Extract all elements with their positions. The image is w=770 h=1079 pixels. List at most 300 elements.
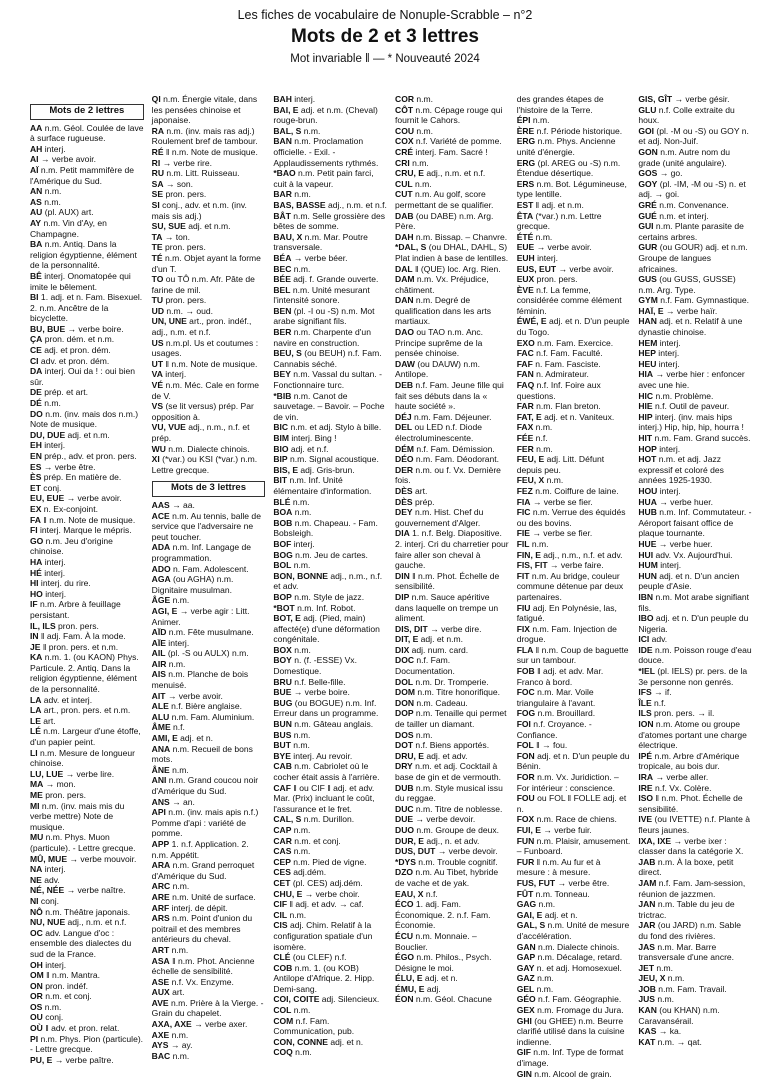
dictionary-entry: BUT n.m. bbox=[273, 740, 310, 751]
headword: *IEL bbox=[638, 666, 655, 677]
dictionary-entry: ÈVE n.f. La femme, considérée comme élément féminin. bbox=[516, 284, 622, 316]
headword: GAY bbox=[516, 962, 535, 973]
headword: IDE bbox=[638, 644, 653, 655]
headword: BIC bbox=[273, 422, 289, 433]
headword: CRÉ bbox=[395, 146, 414, 157]
headword: DIS, DIT bbox=[395, 623, 428, 634]
headword: HOP bbox=[638, 443, 657, 454]
headword: BER bbox=[273, 327, 292, 338]
headword: DEY bbox=[395, 507, 413, 518]
headword: *BIB bbox=[273, 390, 292, 401]
headword: UT bbox=[151, 358, 164, 369]
dictionary-entry: BOX n.m. bbox=[273, 644, 311, 655]
dictionary-entry: AIL (pl. -S ou AULX) n.m. bbox=[151, 648, 249, 659]
headword: DAM bbox=[395, 274, 415, 285]
dictionary-entry: HIT n.m. Fam. Grand succès. bbox=[638, 433, 751, 443]
dictionary-entry: ÉCU n.m. Monnaie. – Bouclier. bbox=[395, 930, 477, 952]
dictionary-entry: JAR (ou JARD) n.m. Sable du fond des rivières. bbox=[638, 920, 741, 941]
headword: FUS, FUT bbox=[516, 877, 556, 888]
headword: CIS bbox=[273, 920, 288, 931]
dictionary-entry: CIL n.m. bbox=[273, 909, 307, 920]
headword: HEP bbox=[638, 348, 656, 359]
headword: CON, CONNE bbox=[273, 1036, 328, 1047]
headword: FAR bbox=[516, 401, 534, 412]
dictionary-entry: DU, DUE adj. et n.m. bbox=[30, 429, 110, 440]
dictionary-entry: GON n.m. Autre nom du grade (unité angulaire). bbox=[638, 146, 731, 168]
dictionary-entry: LU, LUE → verbe lire. bbox=[30, 768, 115, 779]
headword: COU bbox=[395, 125, 415, 136]
headword: DIP bbox=[395, 591, 410, 602]
dictionary-entry: GAG n.m. bbox=[516, 899, 556, 910]
headword: DOT bbox=[395, 740, 414, 751]
headword: BOX bbox=[273, 644, 292, 655]
headword: ÉMU, E bbox=[395, 983, 425, 994]
column-3 bbox=[273, 94, 387, 1058]
dictionary-entry: ADA n.m. Inf. Langage de programmation. bbox=[151, 542, 251, 563]
dictionary-entry: OM ‖ n.m. Mantra. bbox=[30, 970, 101, 981]
dictionary-entry: DEY n.m. Hist. Chef du gouvernement d'Alger. bbox=[395, 507, 484, 528]
headword: ME bbox=[30, 790, 43, 800]
dictionary-entry: JET n.m. bbox=[638, 962, 674, 973]
headword: BEU, S bbox=[273, 348, 302, 359]
dictionary-entry: BIP n.m. Signal acoustique. bbox=[273, 454, 379, 465]
headword: JAN bbox=[638, 899, 656, 910]
dictionary-entry: DOM n.m. Titre honorifique. bbox=[395, 687, 501, 698]
headword: CÔT bbox=[395, 104, 414, 115]
dictionary-entry: FOG n.m. Brouillard. bbox=[516, 708, 596, 719]
headword: AIT bbox=[151, 690, 166, 701]
dictionary-entry: FEU, E adj. Litt. Défunt depuis peu. bbox=[516, 454, 605, 475]
dictionary-entry: VA interj. bbox=[151, 369, 187, 380]
headword: RÉ bbox=[151, 146, 164, 157]
headword: OU bbox=[30, 1012, 43, 1023]
dictionary-entry: IBN n.m. Mot arabe signifiant fils. bbox=[638, 591, 750, 613]
dictionary-entry: BI 1. adj. et n. Fam. Bisexuel. 2. n.m. Ancêtre de la bicyclette. bbox=[30, 292, 143, 324]
dictionary-entry: *IEL (pl. IELS) pr. pers. de la 3e personne non genrés. bbox=[638, 666, 748, 687]
dictionary-entry: GHI (ou GHEE) n.m. Beurre clarifié utilisé dans la cuisine indienne. bbox=[516, 1015, 625, 1047]
dictionary-entry: BAN n.m. Proclamation officielle. - Exil. - Applaudissements rythmés. bbox=[273, 136, 379, 168]
headword: BIM bbox=[273, 433, 290, 443]
dictionary-entry: HEP interj. bbox=[638, 348, 680, 359]
dictionary-entry: AIS n.m. Planche de bois menuisé. bbox=[151, 669, 249, 691]
headword: DAL bbox=[395, 263, 413, 274]
headword: FOR bbox=[516, 772, 535, 782]
headword: CHU, E bbox=[273, 888, 303, 899]
dictionary-entry: CUL n.m. bbox=[395, 178, 432, 189]
headword: APP bbox=[151, 838, 170, 849]
headword: FIC bbox=[516, 507, 531, 518]
dictionary-entry: FIE → verbe se fier. bbox=[516, 528, 593, 539]
dictionary-entry: ERS n.m. Bot. Légumineuse, type lentille. bbox=[516, 178, 627, 200]
headword: RI bbox=[151, 157, 161, 168]
dictionary-entry: GUR (ou GOUR) adj. et n.m. Groupe de langues africaines. bbox=[638, 242, 748, 274]
headword: AUX bbox=[151, 987, 170, 998]
headword: COM bbox=[273, 1015, 294, 1026]
dictionary-entry: AA n.m. Géol. Coulée de lave à surface rugueuse. bbox=[30, 122, 144, 144]
headword: FAQ bbox=[516, 380, 535, 391]
headword: BÉA bbox=[273, 252, 292, 263]
dictionary-entry: AU (pl. AUX) art. bbox=[30, 207, 94, 218]
headword: BU, BUE bbox=[30, 323, 66, 334]
dictionary-entry: BAR n.m. bbox=[273, 189, 311, 200]
dictionary-entry: EUS, EUT → verbe avoir. bbox=[516, 263, 614, 274]
dictionary-entry: ISO ‖ n.m. Phot. Échelle de sensibilité. bbox=[638, 793, 743, 814]
dictionary-entry: FAQ n.f. Inf. Foire aux questions. bbox=[516, 380, 601, 401]
headword: LU, LUE bbox=[30, 768, 64, 779]
dictionary-entry: AIR n.m. bbox=[151, 658, 186, 669]
dictionary-entry: BLÉ n.m. bbox=[273, 496, 310, 507]
headword: BOA bbox=[273, 507, 293, 518]
entry-columns bbox=[30, 94, 752, 1079]
headword: HÉ bbox=[30, 567, 42, 578]
headword: AMI, E bbox=[151, 733, 178, 744]
dictionary-entry: CET (pl. CES) adj.dém. bbox=[273, 877, 363, 888]
headword: OR bbox=[30, 991, 43, 1002]
dictionary-entry: AXA, AXE → verbe axer. bbox=[151, 1019, 248, 1030]
dictionary-entry: QI n.m. Énergie vitale, dans les pensées chinoise et japonaise. bbox=[151, 94, 258, 126]
dictionary-entry: HUN adj. et n. D'un ancien peuple d'Asie. bbox=[638, 570, 740, 592]
headword: HEM bbox=[638, 337, 658, 348]
dictionary-entry: APP 1. n.f. Application. 2. n.m. Appétit. bbox=[151, 838, 249, 860]
dictionary-entry: DAN n.m. Degré de qualification dans les arts martiaux. bbox=[395, 295, 491, 327]
dictionary-entry: BIS, E adj. Gris-brun. bbox=[273, 464, 355, 475]
headword: HEU bbox=[638, 358, 657, 369]
headword: GIF bbox=[516, 1047, 531, 1058]
dictionary-entry: ILS pron. pers. → il. bbox=[638, 708, 715, 719]
headword: BUN bbox=[273, 719, 292, 730]
dictionary-entry: IXA, IXE → verbe ixer : classer dans la catégorie X. bbox=[638, 835, 744, 857]
dictionary-entry: ARA n.m. Grand perroquet d'Amérique du Sud. bbox=[151, 860, 255, 881]
dictionary-entry: FIS, FIT → verbe faire. bbox=[516, 560, 604, 571]
headword: ERS bbox=[516, 178, 535, 189]
headword: DRY bbox=[395, 761, 413, 772]
headword: BOT, E bbox=[273, 613, 301, 624]
dictionary-entry: DIT, E adj. et n.m. bbox=[395, 634, 463, 645]
dictionary-entry: TA → ton. bbox=[151, 231, 190, 242]
headword: DOC bbox=[395, 655, 415, 666]
dictionary-entry: OU conj. bbox=[30, 1012, 64, 1023]
dictionary-entry: GIF n.m. Inf. Type de format d'image. bbox=[516, 1047, 624, 1069]
dictionary-entry: ALU n.m. Fam. Aluminium. bbox=[151, 711, 255, 722]
headword: JE bbox=[30, 641, 41, 652]
dictionary-entry: NÔ n.m. Théâtre japonais. bbox=[30, 906, 131, 917]
headword: DIN bbox=[395, 570, 410, 581]
dictionary-entry: FAT, E adj. et n. Vaniteux. bbox=[516, 411, 615, 422]
headword: HUM bbox=[638, 560, 658, 571]
headword: FOG bbox=[516, 708, 536, 719]
headword: LA bbox=[30, 705, 42, 716]
headword: AAS bbox=[151, 499, 170, 510]
headword: JAS bbox=[638, 941, 655, 952]
headword: AN bbox=[30, 186, 43, 197]
headword: RA bbox=[151, 125, 165, 136]
headword: BON, BONNE bbox=[273, 570, 328, 581]
headword: RU bbox=[151, 168, 165, 179]
headword: BAH bbox=[273, 94, 292, 104]
dictionary-entry: FUS, FUT → verbe être. bbox=[516, 877, 610, 888]
dictionary-entry: DIN ‖ n.m. Phot. Échelle de sensibilité. bbox=[395, 570, 500, 592]
dictionary-entry: *BOT n.m. Inf. Robot. bbox=[273, 602, 356, 613]
dictionary-entry: IPÉ n.m. Arbre d'Amérique tropicale, au bois dur. bbox=[638, 750, 740, 772]
headword: DOS bbox=[395, 729, 414, 740]
headword: BÊ bbox=[30, 270, 42, 281]
headword: ASA bbox=[151, 955, 170, 966]
dictionary-entry: GOI (pl. -M ou -S) ou GOY n. et adj. Non-Juif. bbox=[638, 125, 749, 147]
dictionary-entry: JEU, X n.m. bbox=[638, 973, 685, 984]
dictionary-entry: CAF ‖ ou CIF ‖ adj. et adv. Mar. (Prix) incluant le coût, l'assurance et le fret. bbox=[273, 782, 375, 814]
dictionary-entry: RÉ ‖ n.m. Note de musique. bbox=[151, 146, 258, 157]
dictionary-entry: NÉ, NÉE → verbe naître. bbox=[30, 885, 126, 896]
headword: ARA bbox=[151, 860, 171, 871]
dictionary-entry: COR n.m. bbox=[395, 94, 434, 104]
headword: DÉ bbox=[30, 398, 42, 409]
headword: ACE bbox=[151, 510, 170, 521]
dictionary-entry: FOI n.f. Croyance. - Confiance. bbox=[516, 719, 592, 740]
headword: MI bbox=[30, 800, 40, 811]
dictionary-entry: AUX art. bbox=[151, 987, 185, 998]
dictionary-entry: HUI adv. Vx. Aujourd'hui. bbox=[638, 549, 733, 560]
headword: TÉ bbox=[151, 252, 163, 263]
column-6 bbox=[638, 94, 752, 1047]
headword: IPÉ bbox=[638, 750, 653, 761]
headword: BAR bbox=[273, 189, 292, 200]
headword: FIN, E bbox=[516, 549, 541, 560]
headword: CEP bbox=[273, 856, 291, 867]
dictionary-entry: AAS → aa. bbox=[151, 499, 195, 510]
headword: LE bbox=[30, 715, 41, 726]
dictionary-entry: GUÉ n.m. et interj. bbox=[638, 210, 709, 221]
headword: ÉCO bbox=[395, 899, 414, 910]
dictionary-entry: DUC n.m. Titre de noblesse. bbox=[395, 803, 503, 814]
headword: EUE bbox=[516, 242, 535, 253]
headword: ADO bbox=[151, 563, 171, 574]
headword: FAN bbox=[516, 369, 534, 380]
headword: BUG bbox=[273, 697, 293, 708]
dictionary-entry: MI n.m. (inv. mais mis du verbe mettre) Note de musique. bbox=[30, 800, 125, 832]
headword: NE bbox=[30, 874, 42, 885]
dictionary-entry: COU n.m. bbox=[395, 125, 434, 136]
dictionary-entry: FEU, X n.m. bbox=[516, 475, 564, 486]
headword: FIU bbox=[516, 602, 531, 613]
dictionary-entry: *BIB n.m. Canot de sauvetage. – Bavoir. – Poche de vin. bbox=[273, 390, 385, 422]
headword: TA bbox=[151, 231, 163, 242]
headword: NA bbox=[30, 864, 43, 875]
dictionary-entry: TE pron. pers. bbox=[151, 242, 206, 253]
dictionary-entry: CAS n.m. bbox=[273, 846, 311, 857]
dictionary-entry: GUI n.m. Plante parasite de certains arbres. bbox=[638, 221, 744, 242]
headword: ART bbox=[151, 944, 170, 955]
dictionary-entry: TÉ n.m. Objet ayant la forme d'un T. bbox=[151, 252, 261, 274]
headword: GUI bbox=[638, 221, 654, 232]
dictionary-entry: OS n.m. bbox=[30, 1001, 62, 1012]
dictionary-entry: HIA → verbe hier : enfoncer avec une hie. bbox=[638, 369, 745, 391]
dictionary-entry: DÈS art. bbox=[395, 485, 428, 496]
headword: GRÉ bbox=[638, 199, 657, 210]
headword: VS bbox=[151, 401, 164, 412]
headword: DÉJ bbox=[395, 411, 412, 422]
headword: FLA bbox=[516, 644, 534, 655]
headword: GEX bbox=[516, 1005, 535, 1016]
dictionary-entry: ARC n.m. bbox=[151, 881, 190, 892]
headword: BUS bbox=[273, 729, 292, 740]
headword: BA bbox=[30, 239, 43, 250]
headword: DAN bbox=[395, 295, 414, 306]
headword: HIA bbox=[638, 369, 654, 380]
dictionary-entry: VU, VUE adj., n.m., n.f. et prép. bbox=[151, 422, 250, 443]
dictionary-entry: des grandes étapes de l'histoire de la Terre. bbox=[516, 94, 604, 115]
dictionary-entry: BEU, S (ou BEUH) n.f. Fam. Cannabis séché. bbox=[273, 348, 382, 369]
column-5 bbox=[516, 94, 631, 1079]
headword: EUS, EUT bbox=[516, 263, 557, 274]
dictionary-entry: DA interj. Oui da ! : oui bien sûr. bbox=[30, 366, 136, 387]
dictionary-entry: MÛ, MUE → verbe mouvoir. bbox=[30, 853, 137, 864]
dictionary-entry: DUE → verbe devoir. bbox=[395, 814, 476, 825]
dictionary-entry: HAÏ, E → verbe haïr. bbox=[638, 305, 718, 316]
headword: *BOT bbox=[273, 602, 295, 613]
headword: FEU, E bbox=[516, 454, 545, 465]
headword: QI bbox=[151, 94, 161, 104]
headword: BAN bbox=[273, 136, 292, 147]
headword: AXA, AXE bbox=[151, 1019, 192, 1030]
dictionary-entry: DON n.m. Cadeau. bbox=[395, 697, 468, 708]
headword: ALU bbox=[151, 711, 170, 722]
dictionary-entry: VÉ n.m. Méc. Cale en forme de V. bbox=[151, 380, 260, 401]
dictionary-entry: HOU interj. bbox=[638, 485, 681, 496]
dictionary-entry: CES adj.dém. bbox=[273, 867, 327, 878]
headword: IBO bbox=[638, 613, 654, 624]
dictionary-entry: DAW (ou DAUW) n.m. Antilope. bbox=[395, 358, 481, 380]
headword: VU, VUE bbox=[151, 422, 186, 433]
headword: ASE bbox=[151, 976, 170, 987]
headword: FOI bbox=[516, 719, 531, 730]
headword: API bbox=[151, 807, 166, 818]
dictionary-entry: PI n.m. Phys. Pion (particule). - Lettre grecque. bbox=[30, 1033, 144, 1055]
headword: CAR bbox=[273, 835, 292, 846]
dictionary-entry: FIA → verbe se fier. bbox=[516, 496, 593, 507]
headword: ÈVE bbox=[516, 284, 534, 295]
dictionary-entry: OC adv. Langue d'oc : ensemble des dialectes du sud de la France. bbox=[30, 927, 132, 959]
headword: IL, ILS bbox=[30, 620, 56, 631]
dictionary-entry: API n.m. (inv. mais apis n.f.) Pomme d'api : variété de pomme. bbox=[151, 807, 259, 839]
headword: ÂGE bbox=[151, 595, 171, 606]
dictionary-entry: CRU, E adj., n.m. et n.f. bbox=[395, 168, 486, 179]
headword: DUO bbox=[395, 824, 415, 835]
headword: UN, UNE bbox=[151, 316, 187, 327]
headword: AXE bbox=[151, 1029, 170, 1040]
dictionary-entry: BÊ interj. Onomatopée qui imite le bêlement. bbox=[30, 270, 131, 292]
dictionary-entry: JAM n.f. Fam. Jam-session, réunion de jazzmen. bbox=[638, 877, 746, 899]
dictionary-entry: DOT n.f. Biens apportés. bbox=[395, 740, 490, 751]
column-1 bbox=[30, 94, 144, 1065]
dictionary-entry: ERG n.m. Phys. Ancienne unité d'énergie. bbox=[516, 136, 616, 157]
headword: FA bbox=[30, 514, 41, 525]
headword: FEZ bbox=[516, 485, 533, 496]
dictionary-entry: ANA n.m. Recueil de bons mots. bbox=[151, 743, 253, 765]
headword: JAM bbox=[638, 877, 657, 888]
dictionary-entry: GEL n.m. bbox=[516, 983, 554, 994]
dictionary-entry: IF n.m. Arbre à feuillage persistant. bbox=[30, 599, 121, 620]
headword: FER bbox=[516, 443, 534, 454]
dictionary-entry: PU, E → verbe paître. bbox=[30, 1054, 114, 1065]
dictionary-entry: GIN n.m. Alcool de grain. bbox=[516, 1068, 612, 1079]
headword: CAF bbox=[273, 782, 291, 793]
dictionary-entry: BÉE adj. f. Grande ouverte. bbox=[273, 274, 379, 285]
dictionary-entry: ANI n.m. Grand coucou noir d'Amérique du Sud. bbox=[151, 775, 259, 796]
headword: ÉPI bbox=[516, 115, 531, 126]
headword: NÉ, NÉE bbox=[30, 885, 65, 896]
dictionary-entry: HUM interj. bbox=[638, 560, 682, 571]
headword: COB bbox=[273, 962, 293, 973]
dictionary-entry: ÉCO 1. adj. Fam. Économique. 2. n.f. Fam. Économie. bbox=[395, 899, 491, 931]
headword: CAP bbox=[273, 824, 292, 835]
dictionary-entry: ERG (pl. AREG ou -S) n.m. Étendue désertique. bbox=[516, 157, 621, 179]
dictionary-entry: SE pron. pers. bbox=[151, 189, 207, 200]
dictionary-entry: ÈS prép. En matière de. bbox=[30, 472, 122, 483]
dictionary-entry: EX n. Ex-conjoint. bbox=[30, 503, 98, 514]
headword: FI bbox=[30, 525, 38, 536]
headword: BEN bbox=[273, 305, 292, 316]
headword: FIE bbox=[516, 528, 530, 539]
headword: DUB bbox=[395, 782, 414, 793]
headword: TO bbox=[151, 274, 164, 285]
dictionary-entry: *BAO n.m. Petit pain farci, cuit à la vapeur. bbox=[273, 168, 374, 189]
headword: GOI bbox=[638, 125, 655, 136]
headword: *BAO bbox=[273, 168, 296, 179]
headword: US bbox=[151, 337, 164, 348]
headword: BAL, S bbox=[273, 125, 302, 136]
dictionary-entry: HUE → verbe huer. bbox=[638, 538, 713, 549]
dictionary-entry: GIS, GÎT → verbe gésir. bbox=[638, 94, 730, 104]
headword: GAP bbox=[516, 952, 536, 963]
dictionary-entry: DRU, E adj. et adv. bbox=[395, 750, 468, 761]
headword: EAU, X bbox=[395, 888, 424, 899]
headword: GUR bbox=[638, 242, 658, 253]
headword: CET bbox=[273, 877, 291, 888]
column-4 bbox=[395, 94, 509, 1020]
headword: BAU, X bbox=[273, 231, 303, 242]
dictionary-entry: AY n.m. Vin d'Ay, en Champagne. bbox=[30, 217, 107, 239]
dictionary-entry: IFS → if. bbox=[638, 687, 672, 698]
dictionary-entry: DAM n.m. Vx. Préjudice, châtiment. bbox=[395, 274, 489, 295]
headword: ERG bbox=[516, 157, 536, 168]
dictionary-entry: FLA ‖ n.m. Coup de baguette sur un tambour. bbox=[516, 644, 629, 666]
dictionary-entry: AXE n.m. bbox=[151, 1029, 189, 1040]
dictionary-entry: JE ‖ pron. pers. et n.m. bbox=[30, 641, 119, 652]
headword: ANS bbox=[151, 796, 170, 807]
dictionary-entry: DEL ou LED n.f. Diode électroluminescente. bbox=[395, 422, 482, 443]
headword: ALE bbox=[151, 701, 169, 712]
headword: CAB bbox=[273, 761, 292, 772]
dictionary-entry: HA interj. bbox=[30, 556, 66, 567]
dictionary-entry: GYM n.f. Fam. Gymnastique. bbox=[638, 295, 750, 306]
dictionary-entry: BER n.m. Charpente d'un navire en construction. bbox=[273, 327, 371, 348]
headword: ÇA bbox=[30, 334, 43, 345]
headword: AI bbox=[30, 154, 39, 165]
dictionary-entry: CON, CONNE adj. et n. bbox=[273, 1036, 364, 1047]
headword: AGI, E bbox=[151, 605, 178, 616]
dictionary-entry: GRÉ n.m. Convenance. bbox=[638, 199, 729, 210]
headword: ÉCU bbox=[395, 930, 414, 941]
dictionary-entry: FA ‖ n.m. Note de musique. bbox=[30, 514, 136, 525]
dictionary-entry: BRU n.f. Belle-fille. bbox=[273, 676, 346, 687]
dictionary-entry: DOC n.f. Fam. Documentation. bbox=[395, 655, 455, 677]
headword: HOT bbox=[638, 454, 657, 465]
dictionary-entry: KAT n.m. → qat. bbox=[638, 1036, 702, 1047]
headword: FIA bbox=[516, 496, 531, 507]
headword: FAT, E bbox=[516, 411, 542, 422]
dictionary-entry: DE prép. et art. bbox=[30, 387, 88, 398]
dictionary-entry: EU, EUE → verbe avoir. bbox=[30, 493, 122, 504]
